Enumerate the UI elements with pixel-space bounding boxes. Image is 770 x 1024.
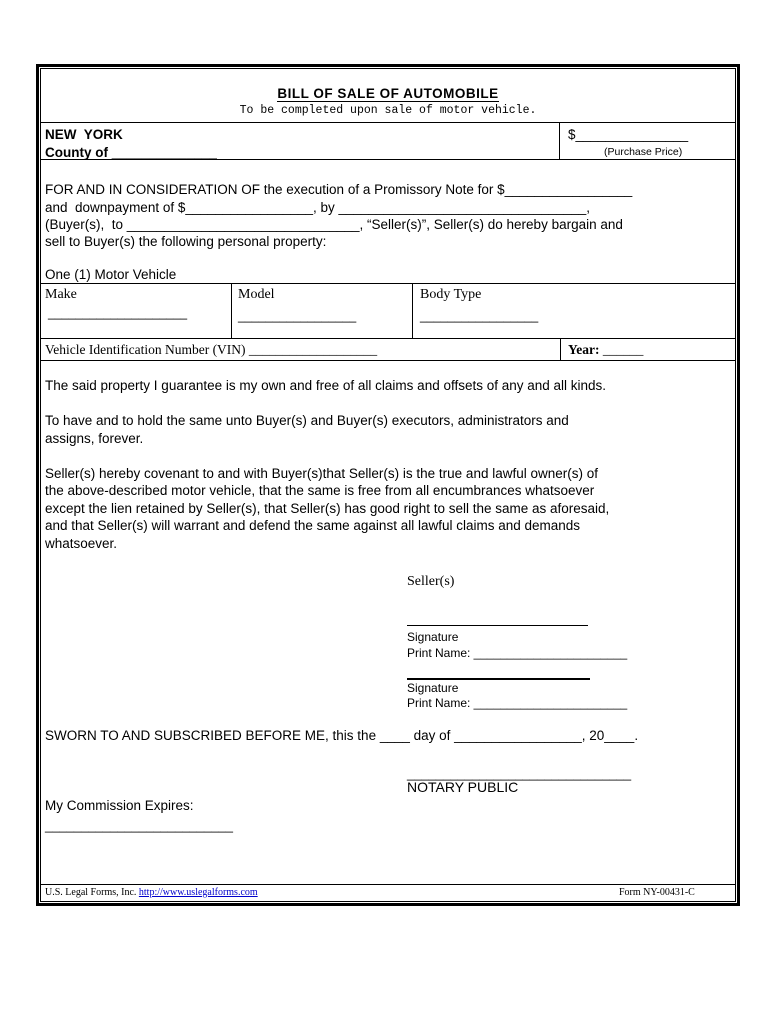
venue-top-rule — [41, 122, 736, 123]
footer-company: U.S. Legal Forms, Inc. — [45, 887, 139, 898]
document-title: BILL OF SALE OF AUTOMOBILE — [277, 86, 499, 101]
guarantee-clause: The said property I guarantee is my own and free of all claims and offsets of any and all kinds. — [45, 378, 607, 393]
venue-divider — [559, 122, 560, 159]
covenant-line-3: except the lien retained by Seller(s), that Seller(s) has good right to sell the same as aforesaid, — [45, 501, 610, 516]
signature-line-1[interactable] — [407, 625, 588, 626]
make-field[interactable]: ____________________ — [48, 306, 188, 320]
vehicle-col-divider-2 — [412, 283, 413, 338]
sworn-statement: SWORN TO AND SUBSCRIBED BEFORE ME, this the ____ day of _________________, 20____. — [45, 728, 639, 743]
covenant-line-2: the above-described motor vehicle, that the same is free from all encumbrances whatsoever — [45, 483, 595, 498]
footer-credit — [45, 887, 258, 898]
commission-expires-field[interactable]: __________________________ — [45, 818, 233, 833]
footer-link[interactable]: http://www.uslegalforms.com — [138, 887, 258, 898]
purchase-price-caption: (Purchase Price) — [604, 146, 683, 158]
print-name-field-1[interactable]: Print Name: _______________________ — [407, 646, 628, 660]
vehicle-col-divider-1 — [231, 283, 232, 338]
body-type-field[interactable]: _________________ — [420, 309, 539, 323]
body-type-label: Body Type — [420, 287, 482, 302]
model-label: Model — [238, 287, 275, 302]
county-field[interactable]: County of ______________ — [45, 145, 217, 160]
year-label: Year: — [568, 342, 600, 357]
make-label: Make — [45, 287, 77, 302]
signature-label-2: Signature — [407, 681, 459, 695]
consideration-line-1: FOR AND IN CONSIDERATION OF the execution of a Promissory Note for $_________________ — [45, 182, 633, 197]
consideration-line-2: and downpayment of $_________________, by _________________________________, — [45, 200, 591, 215]
vehicle-table-top — [41, 283, 736, 284]
consideration-line-4: sell to Buyer(s) the following personal property: — [45, 234, 327, 249]
notary-public-label: NOTARY PUBLIC — [407, 779, 519, 795]
year-blank: ______ — [599, 342, 644, 357]
vehicle-table-mid — [41, 338, 736, 339]
state-label: NEW YORK — [45, 127, 123, 142]
footer-rule — [41, 884, 736, 885]
notary-signature-line[interactable]: _______________________________ — [407, 766, 632, 781]
vehicle-table-bottom — [41, 360, 736, 361]
year-field[interactable] — [568, 341, 643, 358]
hold-clause-line-1: To have and to hold the same unto Buyer(s) and Buyer(s) executors, administrators and — [45, 413, 569, 428]
print-name-field-2[interactable]: Print Name: _______________________ — [407, 696, 628, 710]
vin-year-divider — [560, 338, 561, 360]
covenant-line-1: Seller(s) hereby covenant to and with Buyer(s)that Seller(s) is the true and lawful owner(s) of — [45, 466, 598, 481]
form-number: Form NY-00431-C — [619, 887, 695, 898]
signature-label-1: Signature — [407, 630, 459, 644]
model-field[interactable]: _________________ — [238, 309, 357, 323]
consideration-line-3: (Buyer(s), to _______________________________, “Seller(s)”, Seller(s) do hereby bargain and — [45, 217, 623, 232]
commission-expires-label: My Commission Expires: — [45, 798, 194, 813]
purchase-price-field[interactable]: $_______________ — [568, 127, 689, 142]
document-subtitle: To be completed upon sale of motor vehicle. — [239, 104, 537, 117]
covenant-line-4: and that Seller(s) will warrant and defend the same against all lawful claims and demands — [45, 518, 581, 533]
sellers-label: Seller(s) — [407, 574, 455, 589]
vin-field[interactable]: Vehicle Identification Number (VIN) ___________________ — [45, 342, 378, 357]
hold-clause-line-2: assigns, forever. — [45, 431, 144, 446]
vehicle-heading: One (1) Motor Vehicle — [45, 267, 177, 282]
covenant-line-5: whatsoever. — [45, 536, 118, 551]
